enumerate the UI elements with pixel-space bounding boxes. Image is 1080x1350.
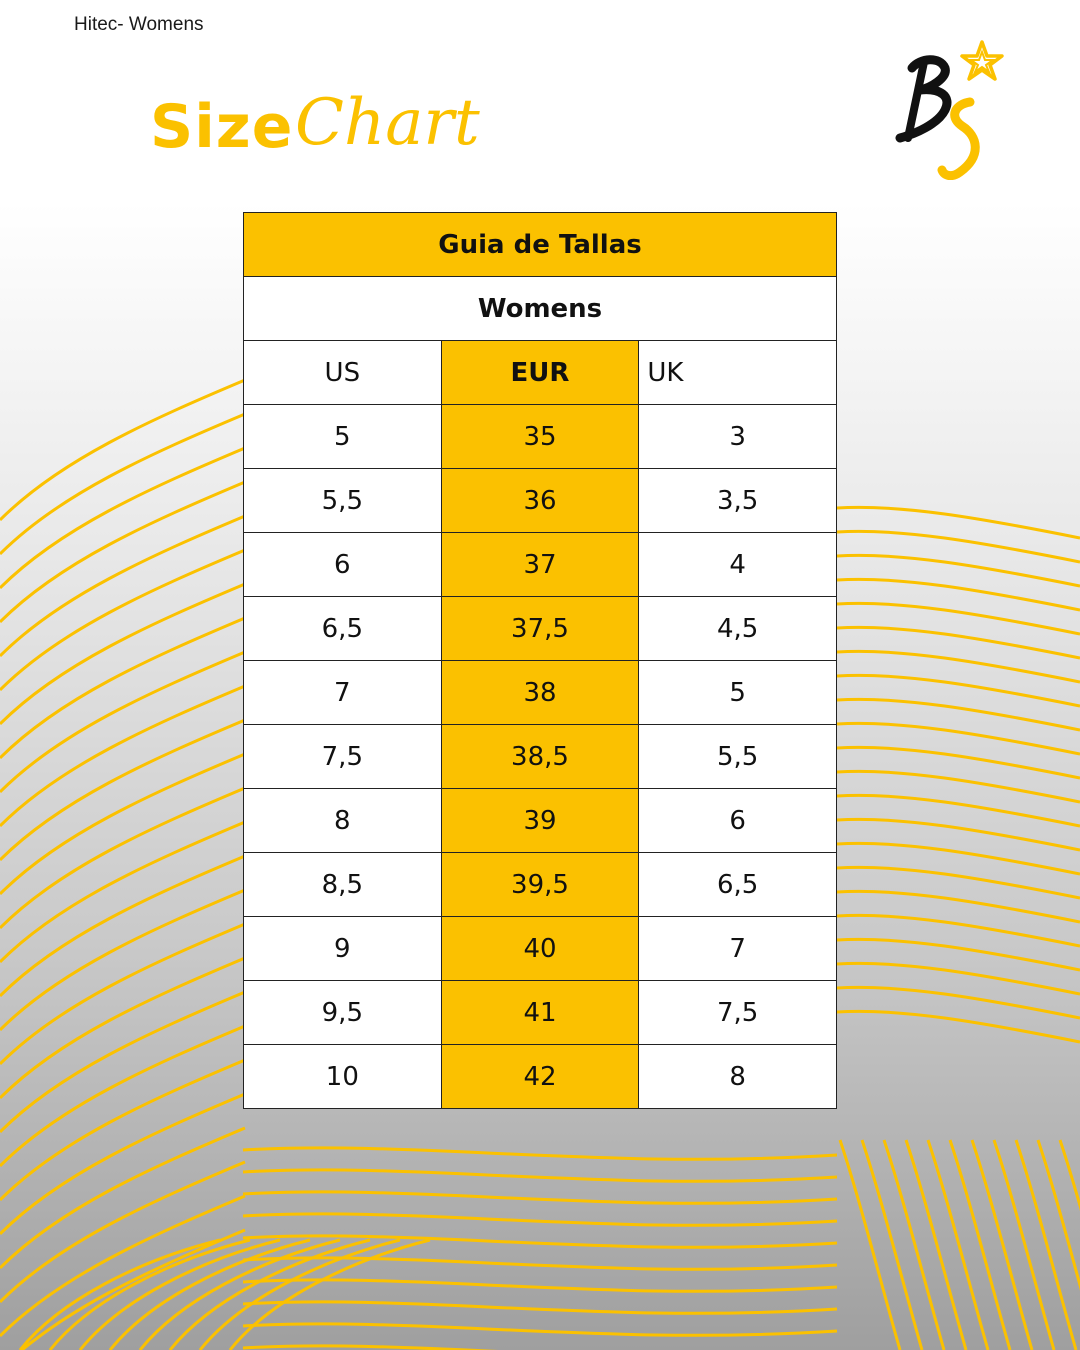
eur-size-cell: 37,5	[441, 597, 639, 661]
us-size-cell: 9,5	[244, 981, 442, 1045]
uk-size-cell: 4,5	[639, 597, 837, 661]
table-row	[244, 789, 837, 853]
us-size-cell: 7	[244, 661, 442, 725]
uk-size-cell: 8	[639, 1045, 837, 1109]
us-size-cell: 10	[244, 1045, 442, 1109]
eur-size-cell: 35	[441, 405, 639, 469]
table-row	[244, 469, 837, 533]
us-size-cell: 5	[244, 405, 442, 469]
size-chart-table	[243, 212, 837, 1109]
banner-row	[244, 213, 837, 277]
column-header-eur: EUR	[441, 341, 639, 405]
table-row	[244, 405, 837, 469]
eur-size-cell: 39	[441, 789, 639, 853]
top-label: Hitec- Womens	[74, 14, 204, 35]
title-chart: Chart	[295, 86, 480, 160]
table-row	[244, 1045, 837, 1109]
table-row	[244, 853, 837, 917]
table-subtitle: Womens	[244, 277, 837, 341]
us-size-cell: 7,5	[244, 725, 442, 789]
table-row	[244, 597, 837, 661]
table-row	[244, 533, 837, 597]
brand-logo	[890, 38, 1010, 180]
subtitle-row	[244, 277, 837, 341]
us-size-cell: 6,5	[244, 597, 442, 661]
uk-size-cell: 6	[639, 789, 837, 853]
uk-size-cell: 3,5	[639, 469, 837, 533]
eur-size-cell: 42	[441, 1045, 639, 1109]
table-row	[244, 981, 837, 1045]
column-header-us: US	[244, 341, 442, 405]
uk-size-cell: 7,5	[639, 981, 837, 1045]
uk-size-cell: 6,5	[639, 853, 837, 917]
us-size-cell: 6	[244, 533, 442, 597]
uk-size-cell: 5	[639, 661, 837, 725]
title-size: Size	[150, 92, 294, 162]
eur-size-cell: 37	[441, 533, 639, 597]
table-row	[244, 917, 837, 981]
eur-size-cell: 36	[441, 469, 639, 533]
us-size-cell: 8	[244, 789, 442, 853]
us-size-cell: 8,5	[244, 853, 442, 917]
us-size-cell: 5,5	[244, 469, 442, 533]
eur-size-cell: 41	[441, 981, 639, 1045]
eur-size-cell: 38,5	[441, 725, 639, 789]
table-row	[244, 661, 837, 725]
eur-size-cell: 38	[441, 661, 639, 725]
table-banner: Guia de Tallas	[244, 213, 837, 277]
uk-size-cell: 7	[639, 917, 837, 981]
eur-size-cell: 40	[441, 917, 639, 981]
table-row	[244, 725, 837, 789]
uk-size-cell: 5,5	[639, 725, 837, 789]
column-header-uk: UK	[639, 341, 837, 405]
uk-size-cell: 4	[639, 533, 837, 597]
uk-size-cell: 3	[639, 405, 837, 469]
eur-size-cell: 39,5	[441, 853, 639, 917]
us-size-cell: 9	[244, 917, 442, 981]
column-header-row	[244, 341, 837, 405]
